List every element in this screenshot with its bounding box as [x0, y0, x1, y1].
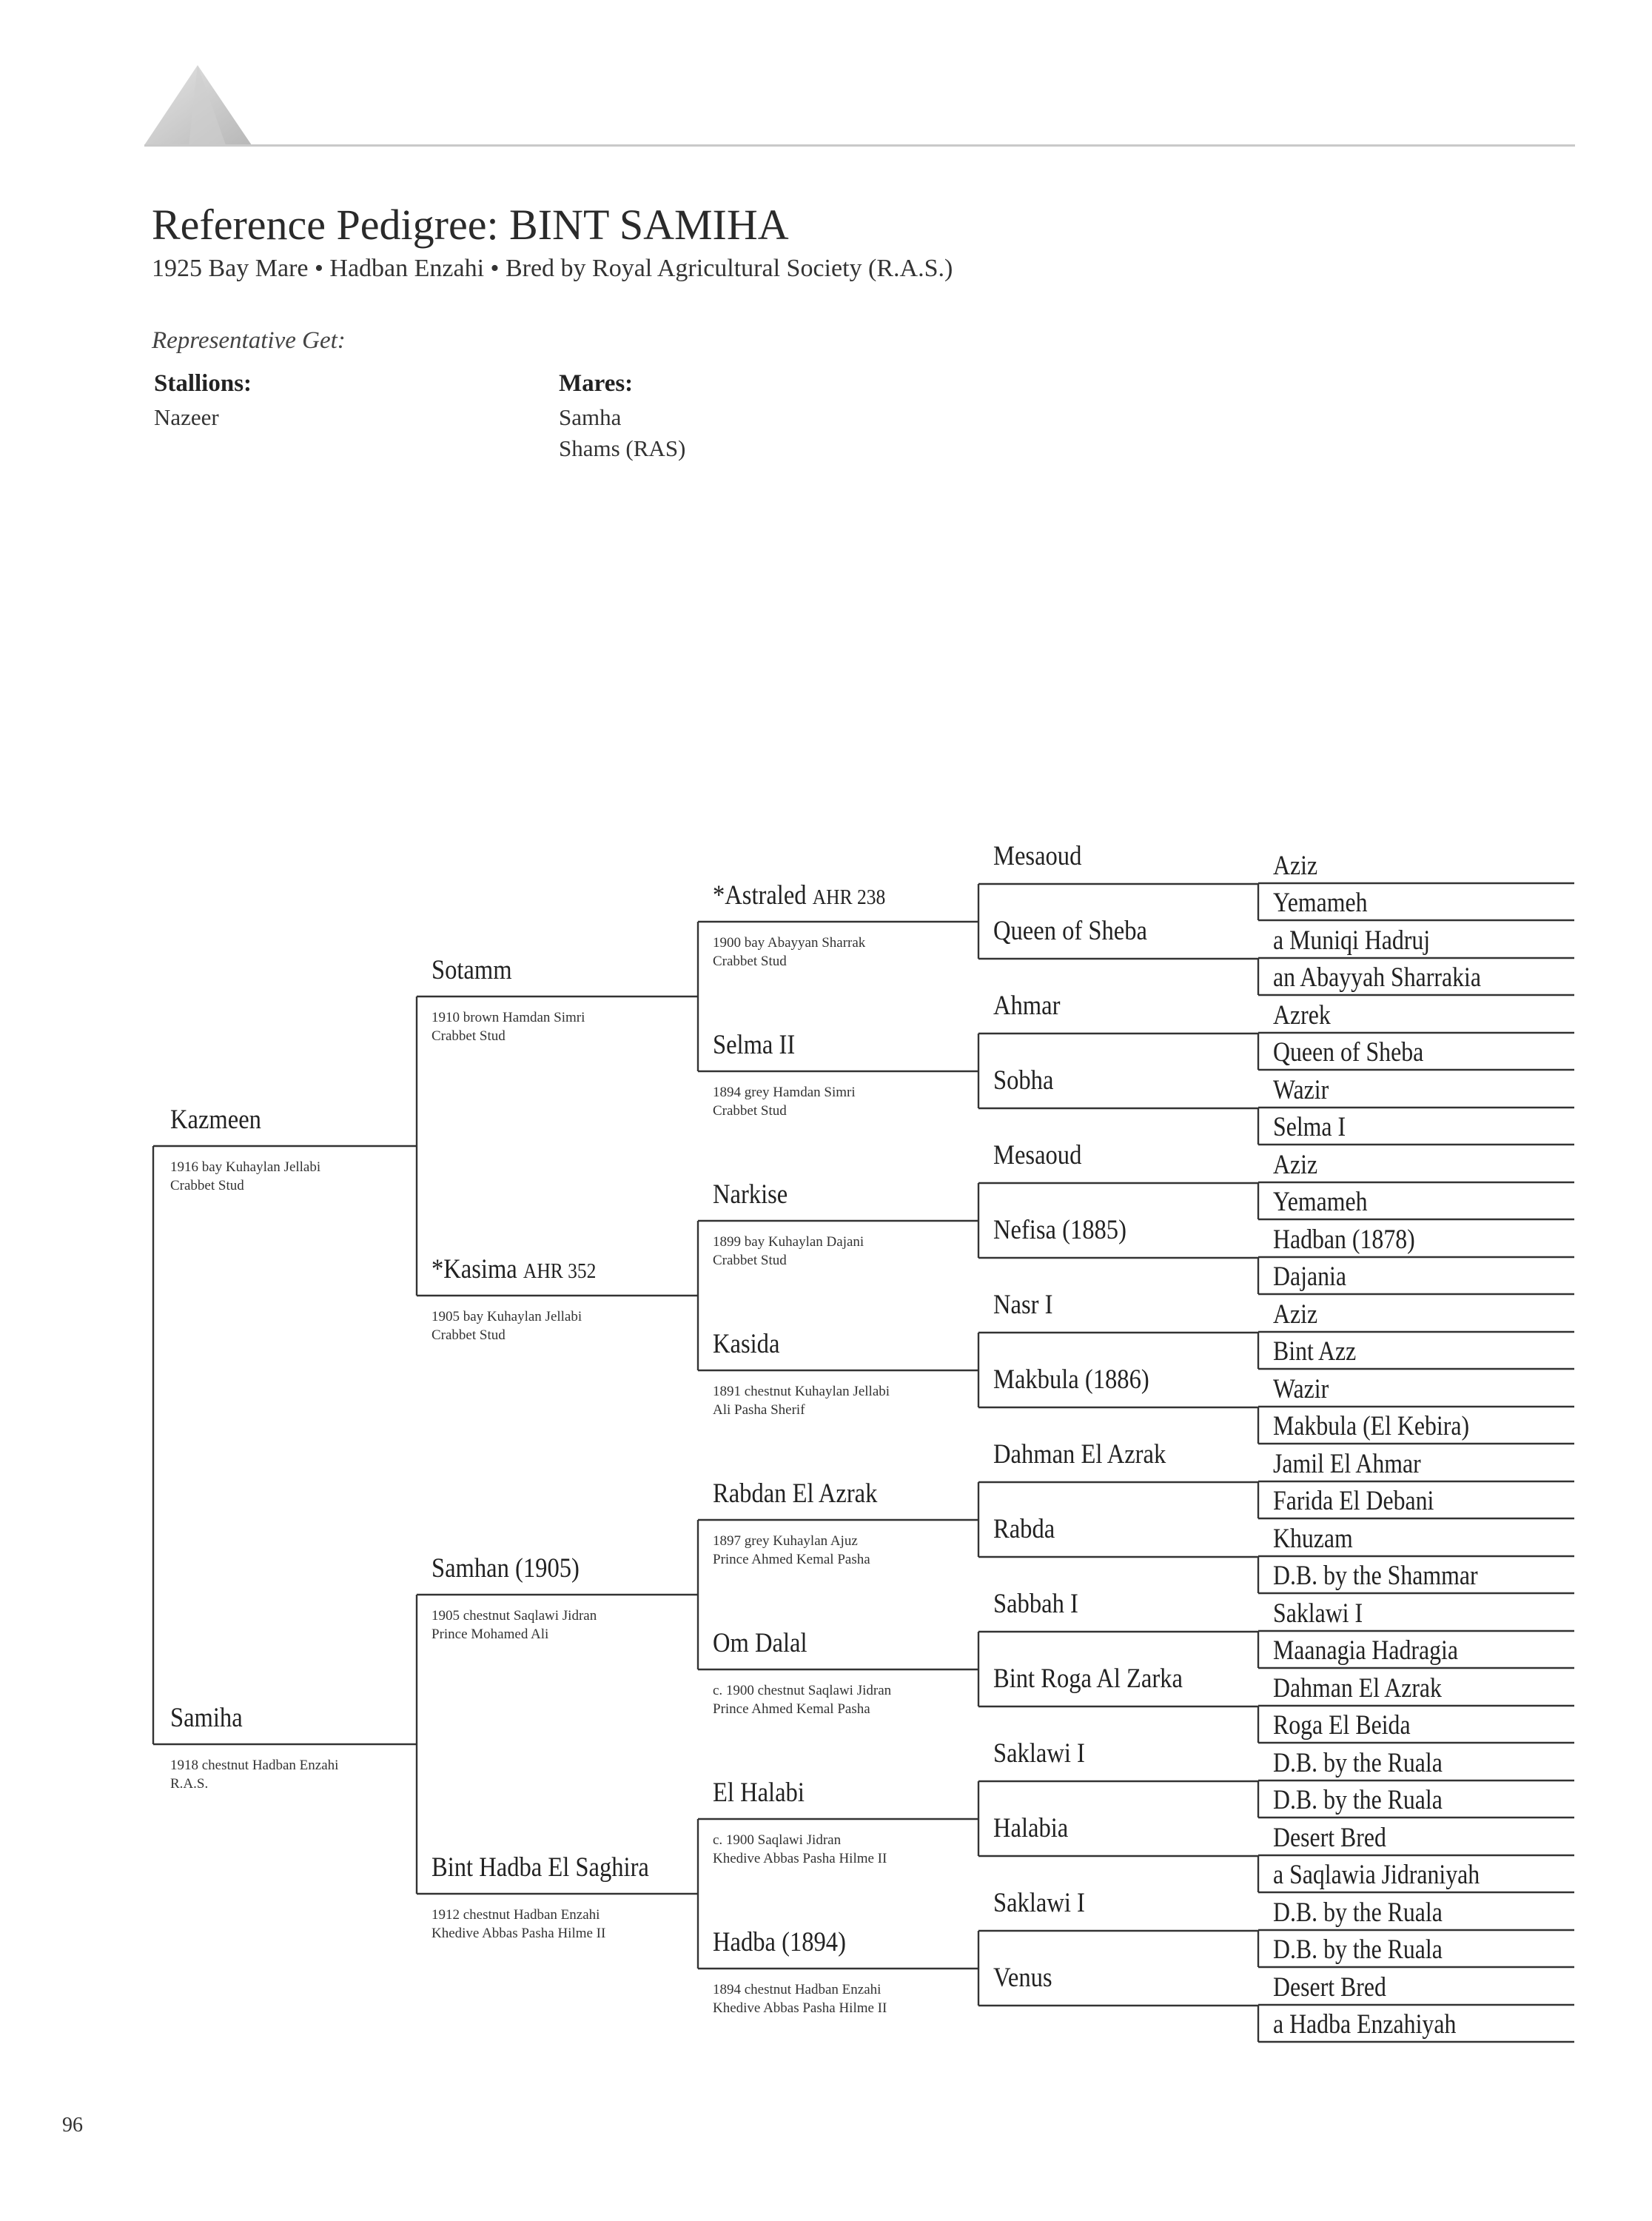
gen5-horse-name: an Abayyah Sharrakia: [1273, 962, 1481, 993]
gen2-horse: [432, 1256, 596, 1283]
gen2-horse-info: 1912 chestnut Hadban Enzahi: [432, 1907, 600, 1923]
horse-name: Om Dalal: [713, 1628, 807, 1658]
gen4-horse-name: Bint Roga Al Zarka: [993, 1664, 1183, 1694]
gen4-horse-name: Sobha: [993, 1065, 1054, 1096]
gen5-horse-name: Roga El Beida: [1273, 1710, 1411, 1741]
gen3-horse-info: Khedive Abbas Pasha Hilme II: [713, 2000, 887, 2016]
gen2-horse-info: 1910 brown Hamdan Simri: [432, 1010, 585, 1025]
gen3-horse: [713, 1031, 795, 1059]
gen3-horse-info: 1894 chestnut Hadban Enzahi: [713, 1982, 882, 1997]
gen3-horse: [713, 1480, 877, 1507]
gen5-horse-name: Dajania: [1273, 1262, 1346, 1292]
gen5-horse-name: Dahman El Azrak: [1273, 1673, 1442, 1704]
gen1-horse-info: R.A.S.: [170, 1776, 209, 1792]
gen2-horse-info: Crabbet Stud: [432, 1327, 506, 1343]
gen4-horse-name: Ahmar: [993, 991, 1061, 1021]
gen1-horse-info: 1916 bay Kuhaylan Jellabi: [170, 1159, 321, 1175]
horse-name: El Halabi: [713, 1778, 805, 1808]
gen3-horse-info: c. 1900 Saqlawi Jidran: [713, 1832, 842, 1848]
gen4-horse-name: Nasr I: [993, 1290, 1053, 1320]
horse-name: *Kasima: [432, 1254, 517, 1284]
mare-item: Samha: [559, 404, 622, 430]
horse-name: Kasida: [713, 1329, 780, 1359]
gen5-horse-name: Wazir: [1273, 1374, 1329, 1404]
gen5-horse-name: a Hadba Enzahiyah: [1273, 2009, 1457, 2040]
horse-name: Narkise: [713, 1179, 788, 1210]
horse-name: Bint Hadba El Saghira: [432, 1852, 649, 1883]
gen4-horse-name: Rabda: [993, 1514, 1055, 1544]
horse-name: Samhan (1905): [432, 1553, 580, 1584]
gen2-horse-info: Prince Mohamed Ali: [432, 1627, 549, 1642]
stallion-item: Nazeer: [154, 404, 219, 430]
gen5-horse-name: Desert Bred: [1273, 1972, 1386, 2003]
horse-name: Sotamm: [432, 955, 512, 985]
mares-heading: Mares:: [559, 370, 634, 397]
stallions-heading: Stallions:: [154, 370, 252, 397]
gen5-horse-name: Wazir: [1273, 1075, 1329, 1105]
gen3-horse-info: Crabbet Stud: [713, 1103, 787, 1119]
page-number: 96: [62, 2114, 83, 2137]
gen3-horse-info: Crabbet Stud: [713, 954, 787, 969]
gen3-horse-info: 1900 bay Abayyan Sharrak: [713, 935, 866, 951]
page-subtitle: 1925 Bay Mare • Hadban Enzahi • Bred by Royal Agricultural Society (R.A.S.): [152, 255, 953, 282]
gen4-horse-name: Mesaoud: [993, 841, 1082, 871]
gen5-horse-name: Desert Bred: [1273, 1823, 1386, 1853]
gen5-horse-name: Jamil El Ahmar: [1273, 1449, 1421, 1479]
gen5-horse-name: a Saqlawia Jidraniyah: [1273, 1860, 1480, 1890]
gen3-horse: [713, 1181, 788, 1208]
gen3-horse-info: Khedive Abbas Pasha Hilme II: [713, 1851, 887, 1866]
gen3-horse-info: 1894 grey Hamdan Simri: [713, 1085, 856, 1100]
gen4-horse-name: Makbula (1886): [993, 1364, 1149, 1395]
gen3-horse-info: Crabbet Stud: [713, 1253, 787, 1268]
gen5-horse-name: Queen of Sheba: [1273, 1037, 1424, 1068]
registry-number: AHR 352: [523, 1259, 597, 1283]
gen2-horse: [432, 1854, 649, 1881]
gen3-horse-info: 1899 bay Kuhaylan Dajani: [713, 1234, 864, 1250]
gen2-horse-info: Khedive Abbas Pasha Hilme II: [432, 1926, 606, 1941]
gen5-horse-name: D.B. by the Shammar: [1273, 1561, 1478, 1591]
gen3-horse: [713, 1779, 805, 1806]
gen3-horse: [713, 1929, 846, 1956]
gen5-horse-name: D.B. by the Ruala: [1273, 1748, 1443, 1778]
gen4-horse-name: Saklawi I: [993, 1888, 1085, 1918]
gen2-horse: [432, 1555, 580, 1582]
registry-number: AHR 238: [812, 885, 886, 909]
gen5-horse-name: Aziz: [1273, 851, 1318, 881]
gen5-horse-name: Khuzam: [1273, 1524, 1353, 1554]
gen3-horse-info: Ali Pasha Sherif: [713, 1402, 805, 1418]
gen3-horse-info: 1897 grey Kuhaylan Ajuz: [713, 1533, 858, 1549]
gen5-horse-name: a Muniqi Hadruj: [1273, 925, 1431, 956]
gen5-horse-name: Yemameh: [1273, 1187, 1368, 1217]
gen5-horse-name: Aziz: [1273, 1150, 1318, 1180]
gen5-horse-name: Farida El Debani: [1273, 1486, 1434, 1516]
gen5-horse-name: Saklawi I: [1273, 1598, 1363, 1629]
gen4-horse-name: Halabia: [993, 1813, 1069, 1843]
gen3-horse: [713, 882, 885, 909]
gen5-horse-name: Maanagia Hadragia: [1273, 1635, 1459, 1666]
gen1-horse-name: Kazmeen: [170, 1105, 261, 1135]
gen3-horse: [713, 1629, 807, 1657]
gen4-horse-name: Saklawi I: [993, 1738, 1085, 1769]
horse-name: Selma II: [713, 1030, 796, 1060]
gen5-horse-name: D.B. by the Ruala: [1273, 1785, 1443, 1815]
gen3-horse-info: Prince Ahmed Kemal Pasha: [713, 1701, 870, 1717]
gen5-horse-name: D.B. by the Ruala: [1273, 1934, 1443, 1965]
gen1-horse-name: Samiha: [170, 1703, 243, 1733]
gen5-horse-name: Azrek: [1273, 1000, 1331, 1031]
gen2-horse-info: Crabbet Stud: [432, 1028, 506, 1044]
gen2-horse-info: 1905 chestnut Saqlawi Jidran: [432, 1608, 597, 1624]
gen1-horse-info: 1918 chestnut Hadban Enzahi: [170, 1758, 339, 1773]
mare-item: Shams (RAS): [559, 435, 686, 461]
gen3-horse-info: 1891 chestnut Kuhaylan Jellabi: [713, 1384, 890, 1399]
gen5-horse-name: Hadban (1878): [1273, 1225, 1415, 1255]
gen4-horse-name: Mesaoud: [993, 1140, 1082, 1170]
gen4-horse-name: Venus: [993, 1963, 1052, 1993]
gen2-horse-info: 1905 bay Kuhaylan Jellabi: [432, 1309, 582, 1324]
gen3-horse-info: Prince Ahmed Kemal Pasha: [713, 1552, 870, 1567]
gen5-horse-name: Makbula (El Kebira): [1273, 1411, 1470, 1441]
gen4-horse-name: Dahman El Azrak: [993, 1439, 1166, 1470]
gen2-horse: [432, 957, 512, 984]
horse-name: Hadba (1894): [713, 1927, 846, 1957]
representative-get-label: Representative Get:: [152, 327, 346, 354]
horse-name: Rabdan El Azrak: [713, 1478, 878, 1509]
gen4-horse-name: Nefisa (1885): [993, 1215, 1126, 1245]
gen5-horse-name: D.B. by the Ruala: [1273, 1897, 1443, 1928]
gen3-horse-info: c. 1900 chestnut Saqlawi Jidran: [713, 1683, 892, 1698]
gen1-horse-info: Crabbet Stud: [170, 1178, 244, 1193]
gen5-horse-name: Selma I: [1273, 1112, 1346, 1142]
page-title: Reference Pedigree: BINT SAMIHA: [152, 201, 789, 249]
gen5-horse-name: Yemameh: [1273, 888, 1368, 918]
horse-name: *Astraled: [713, 880, 807, 911]
gen5-horse-name: Aziz: [1273, 1299, 1318, 1330]
gen5-horse-name: Bint Azz: [1273, 1336, 1357, 1367]
gen3-horse: [713, 1330, 779, 1358]
gen4-horse-name: Sabbah I: [993, 1589, 1078, 1619]
gen4-horse-name: Queen of Sheba: [993, 916, 1147, 946]
